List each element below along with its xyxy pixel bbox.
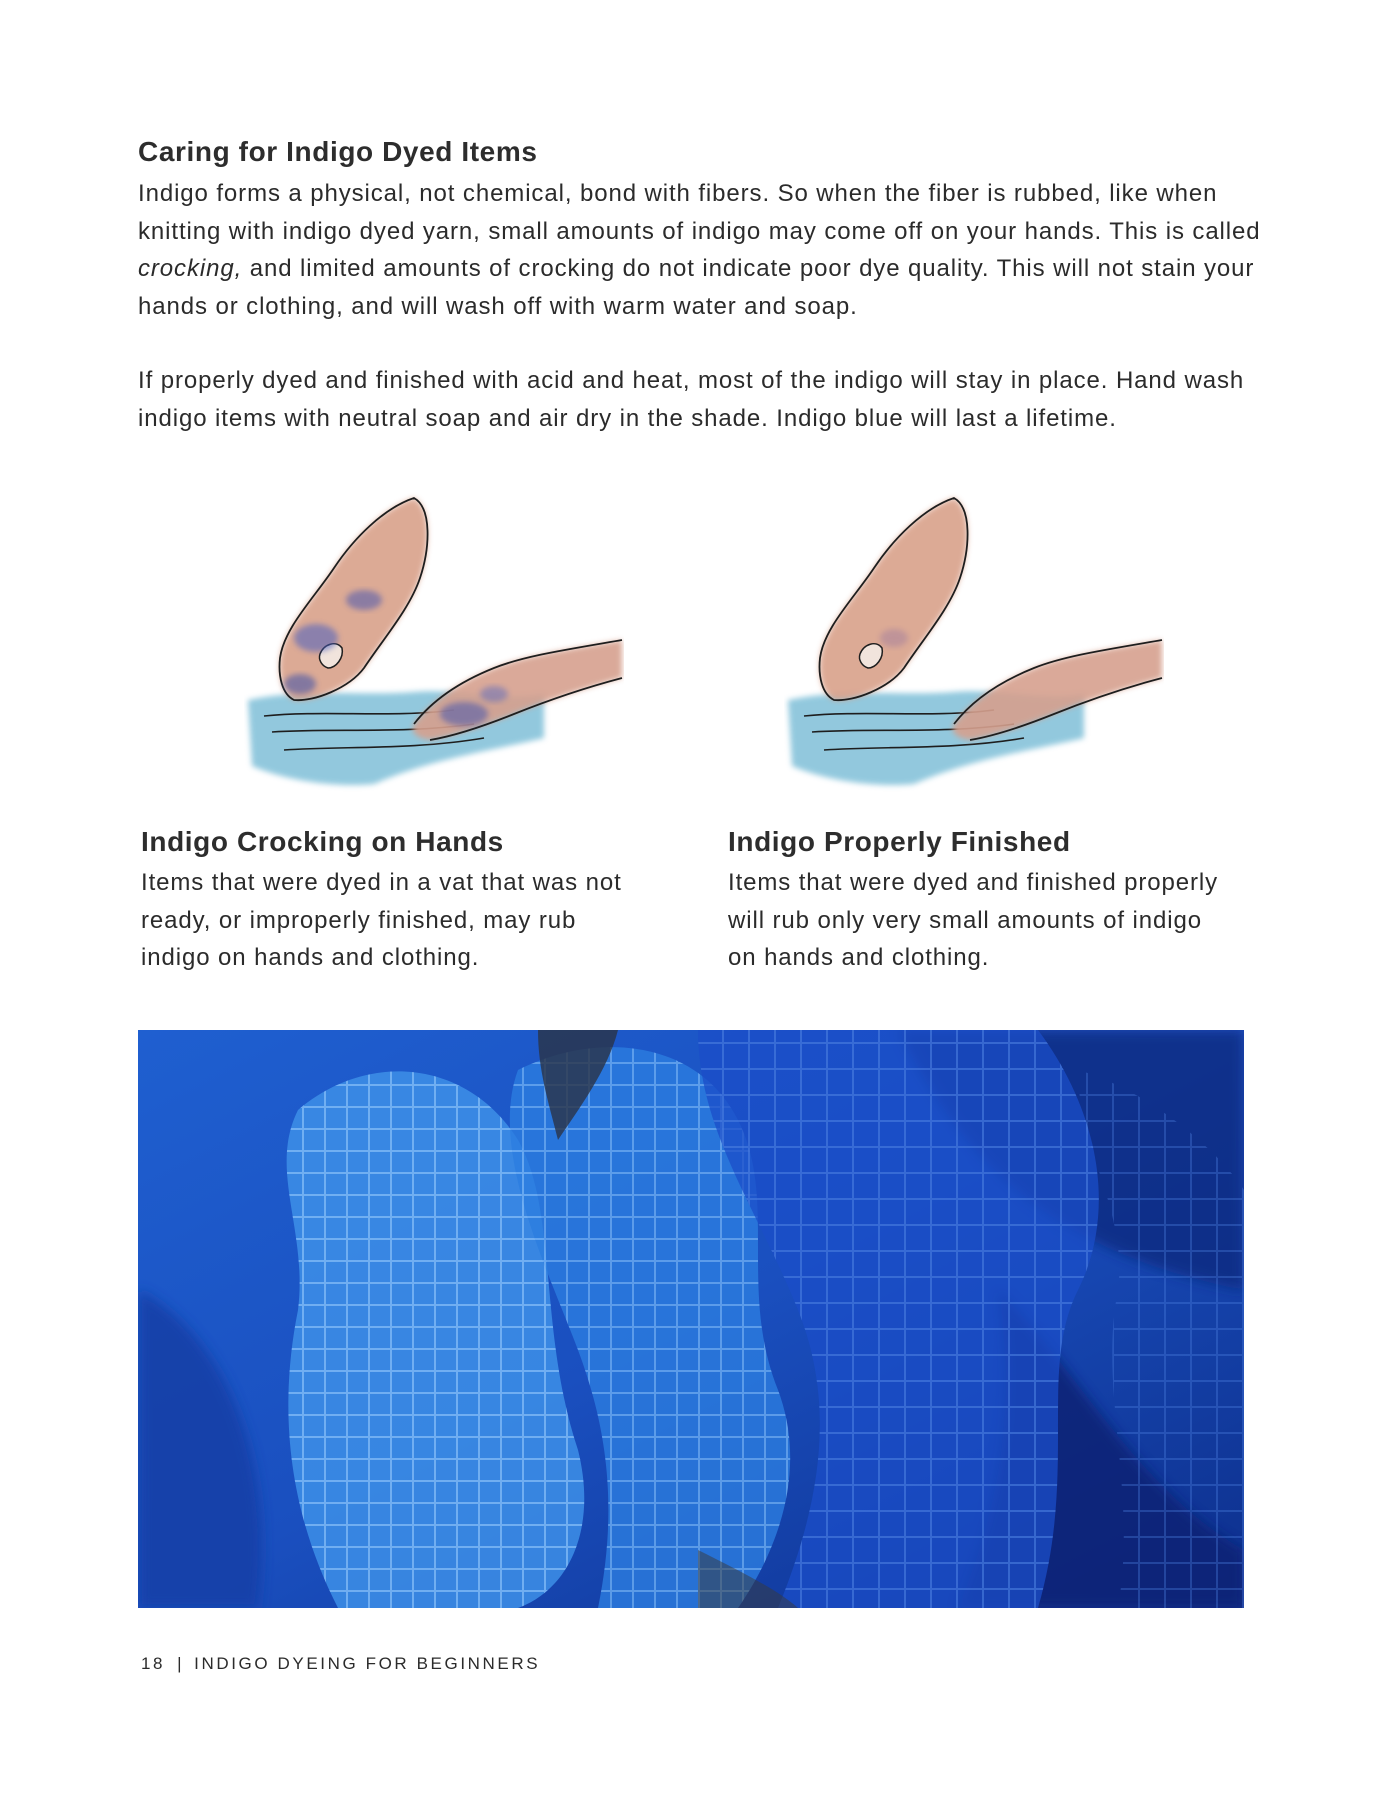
intro-text-end: and limited amounts of crocking do not indicate poor dye quality. This will not stain your hands or clothing, and will wash off with warm water and soap. [138,255,1255,320]
crocking-caption-title: Indigo Crocking on Hands [141,826,504,857]
crocking-caption-text: Items that were dyed in a vat that was not ready, or improperly finished, may rub indigo on hands and clothing. [141,869,622,971]
intro-text-start: Indigo forms a physical, not chemical, bond with fibers. So when the fiber is rubbed, like when knitting with indigo dyed yarn, small amounts of indigo may come off on your hands. This is called [138,180,1261,245]
crocking-emphasis: crocking, [138,255,243,282]
page-number: 18 [141,1654,166,1673]
care-paragraph: If properly dyed and finished with acid and heat, most of the indigo will stay in place. Hand wash indigo items with neutral soap and air dry in the shade. Indigo blue will last a lifetime. [138,367,1245,432]
footer-separator: | [177,1654,185,1673]
intro-paragraph [138,175,1268,325]
crocking-hands-illustration [244,488,624,794]
section-title: Caring for Indigo Dyed Items [138,136,538,167]
finished-hands-illustration [784,488,1164,794]
indigo-fabric-photo [138,1030,1244,1608]
page-footer [141,1654,540,1674]
finished-caption-text: Items that were dyed and finished properly will rub only very small amounts of indigo on hands and clothing. [728,869,1219,971]
book-title: INDIGO DYEING FOR BEGINNERS [194,1654,541,1673]
finished-caption-title: Indigo Properly Finished [728,826,1071,857]
